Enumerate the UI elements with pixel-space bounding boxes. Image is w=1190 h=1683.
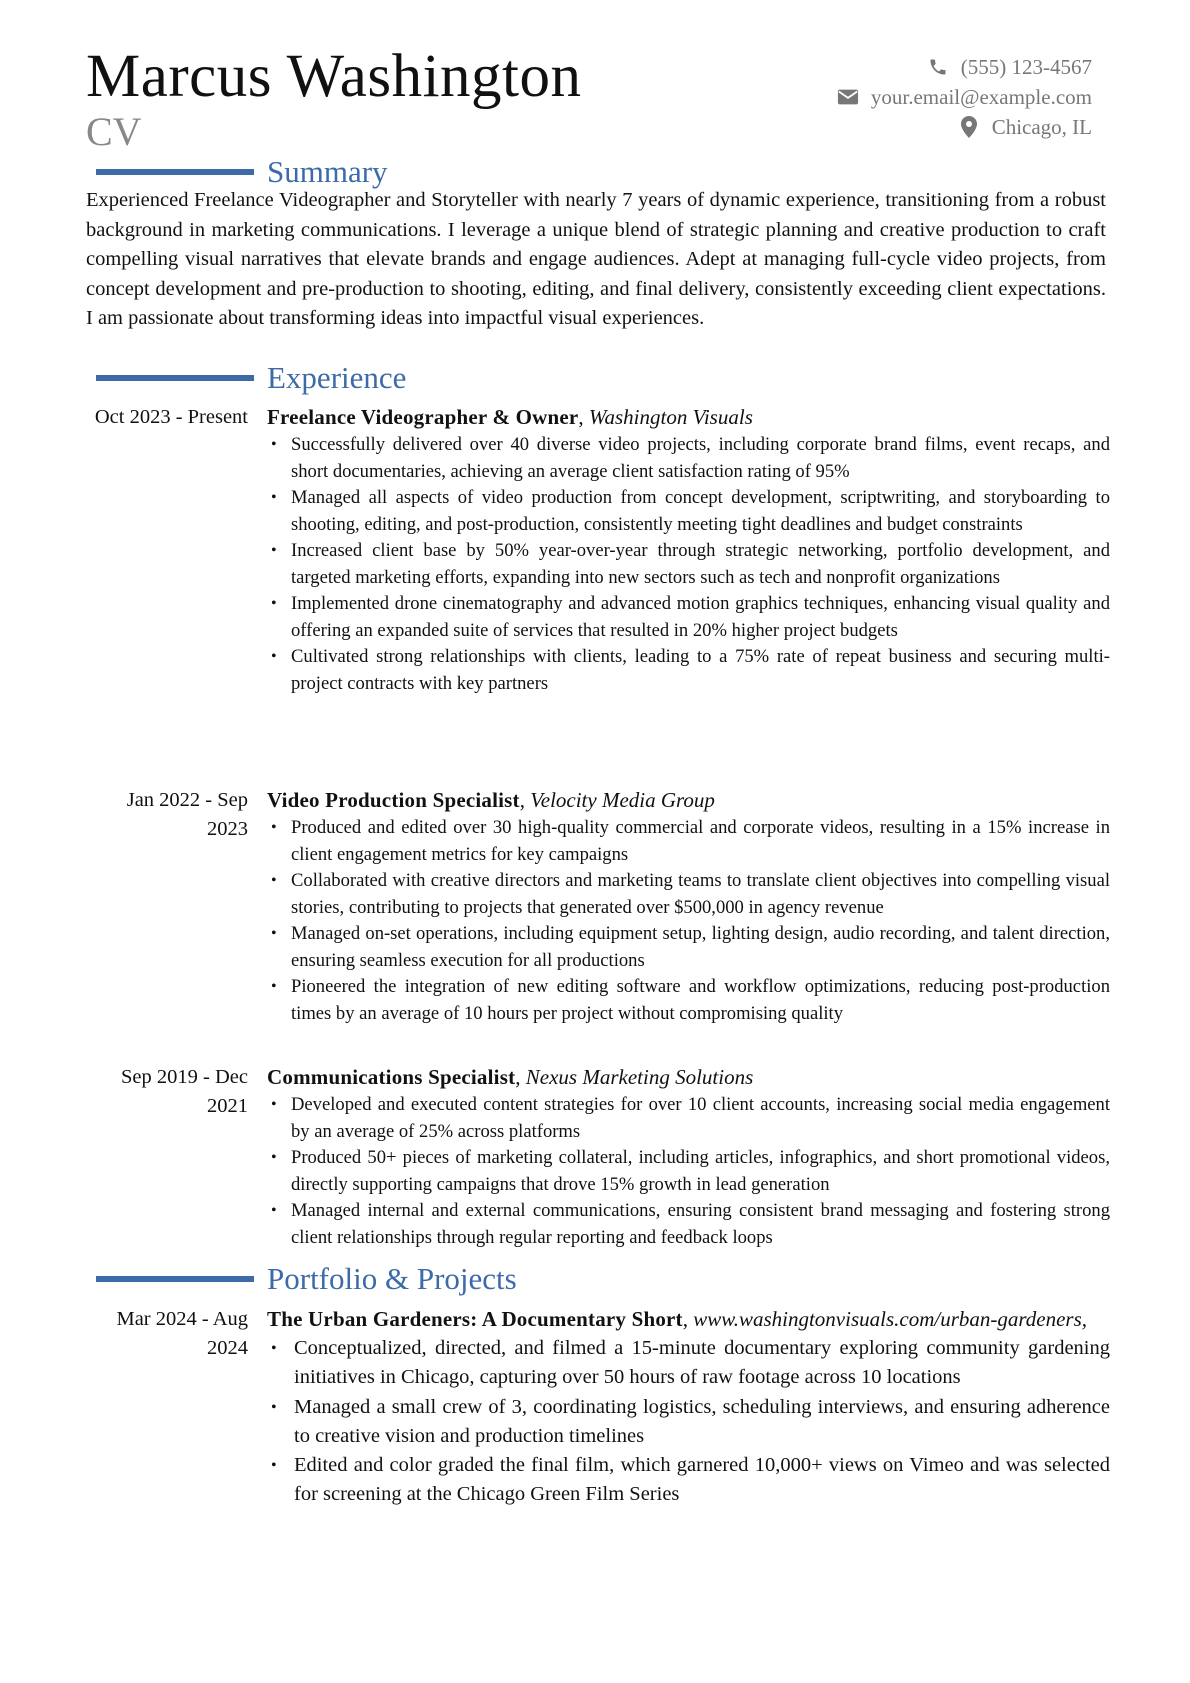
person-name: Marcus Washington (86, 43, 582, 110)
project-heading: The Urban Gardeners: A Documentary Short, www.washingtonvisuals.com/urban-gardeners, (267, 1307, 1088, 1331)
bullet-item: • Conceptualized, directed, and filmed a 15-minute documentary exploring community gardening initiatives in Chicago, capturing over 50 hours of raw footage across 10 locations (267, 1334, 1110, 1393)
job-role: Communications Specialist (267, 1065, 516, 1089)
contact-location (837, 112, 1092, 142)
project-title: The Urban Gardeners: A Documentary Short (267, 1307, 683, 1331)
contact-block (837, 52, 1092, 142)
project-dates: Mar 2024 - Aug 2024 (116, 1308, 248, 1359)
job-organization: Nexus Marketing Solutions (525, 1065, 754, 1089)
map-marker-icon (958, 116, 980, 138)
bullet-item: • Pioneered the integration of new editing software and workflow optimizations, reducing post-production times by an average of 10 hours per project without compromising quality (267, 974, 1110, 1027)
section-title-experience: Experience (267, 360, 407, 395)
job-role: Freelance Videographer & Owner (267, 405, 579, 429)
section-divider-bar (96, 1276, 254, 1282)
job-bullets (267, 815, 1110, 1027)
bullet-item: • Developed and executed content strategies for over 10 client accounts, increasing social media engagement by an average of 25% across platforms (267, 1092, 1110, 1145)
phone-icon (927, 56, 949, 78)
project-url[interactable]: www.washingtonvisuals.com/urban-gardeners, (693, 1307, 1088, 1331)
job-organization: Washington Visuals (588, 405, 753, 429)
location-text: Chicago, IL (991, 115, 1092, 139)
contact-phone (837, 52, 1092, 82)
job-dates: Jan 2022 - Sep 2023 (126, 789, 248, 840)
bullet-item: • Managed all aspects of video production from concept development, scriptwriting, and storyboarding to shooting, editing, and post-production, consistently meeting tight deadlines and budget constraints (267, 485, 1110, 538)
bullet-item: • Implemented drone cinematography and advanced motion graphics techniques, enhancing visual quality and offering an expanded suite of services that resulted in 20% higher project budgets (267, 591, 1110, 644)
document-subtitle: CV (86, 109, 142, 154)
section-title-summary: Summary (267, 154, 388, 189)
job-bullets (267, 432, 1110, 697)
job-heading: Video Production Specialist, Velocity Media Group (267, 788, 715, 812)
bullet-item: • Collaborated with creative directors and marketing teams to translate client objectives into compelling visual stories, contributing to projects that generated over $500,000 in agency revenue (267, 868, 1110, 921)
phone-text[interactable]: (555) 123-4567 (960, 55, 1092, 79)
job-heading: Freelance Videographer & Owner, Washington Visuals (267, 405, 753, 429)
section-title-portfolio: Portfolio & Projects (267, 1261, 517, 1296)
bullet-item: • Cultivated strong relationships with clients, leading to a 75% rate of repeat business and securing multi-project contracts with key partners (267, 644, 1110, 697)
bullet-item: • Managed a small crew of 3, coordinating logistics, scheduling interviews, and ensuring adherence to creative vision and production timelines (267, 1393, 1110, 1452)
envelope-icon (837, 86, 859, 108)
job-role: Video Production Specialist (267, 788, 520, 812)
section-divider-bar (96, 169, 254, 175)
bullet-item: • Increased client base by 50% year-over-year through strategic networking, portfolio development, and targeted marketing efforts, expanding into new sectors such as tech and nonprofit organizations (267, 538, 1110, 591)
bullet-item: • Produced 50+ pieces of marketing collateral, including articles, infographics, and short promotional videos, directly supporting campaigns that drove 15% growth in lead generation (267, 1145, 1110, 1198)
job-organization: Velocity Media Group (530, 788, 715, 812)
job-bullets (267, 1092, 1110, 1251)
job-heading: Communications Specialist, Nexus Marketing Solutions (267, 1065, 754, 1089)
bullet-item: • Managed internal and external communications, ensuring consistent brand messaging and fostering strong client relationships through regular reporting and feedback loops (267, 1198, 1110, 1251)
job-dates: Sep 2019 - Dec 2021 (121, 1066, 248, 1117)
project-bullets (267, 1334, 1110, 1510)
bullet-item: • Edited and color graded the final film, which garnered 10,000+ views on Vimeo and was selected for screening at the Chicago Green Film Series (267, 1451, 1110, 1510)
summary-text: Experienced Freelance Videographer and Storyteller with nearly 7 years of dynamic experience, transitioning from a robust background in marketing communications. I leverage a unique blend of strategic planning and creative production to craft compelling visual narratives that elevate brands and engage audiences. Adept at managing full-cycle video projects, from concept development and pre-production to shooting, editing, and final delivery, consistently exceeding client expectations. I am passionate about transforming ideas into impactful visual experiences. (86, 189, 1106, 329)
bullet-item: • Successfully delivered over 40 diverse video projects, including corporate brand films, event recaps, and short documentaries, achieving an average client satisfaction rating of 95% (267, 432, 1110, 485)
bullet-item: • Produced and edited over 30 high-quality commercial and corporate videos, resulting in a 15% increase in client engagement metrics for key campaigns (267, 815, 1110, 868)
job-dates: Oct 2023 - Present (94, 406, 248, 428)
section-divider-bar (96, 375, 254, 381)
bullet-item: • Managed on-set operations, including equipment setup, lighting design, audio recording, and talent direction, ensuring seamless execution for all productions (267, 921, 1110, 974)
email-link[interactable]: your.email@example.com (870, 85, 1092, 109)
contact-email (837, 82, 1092, 112)
